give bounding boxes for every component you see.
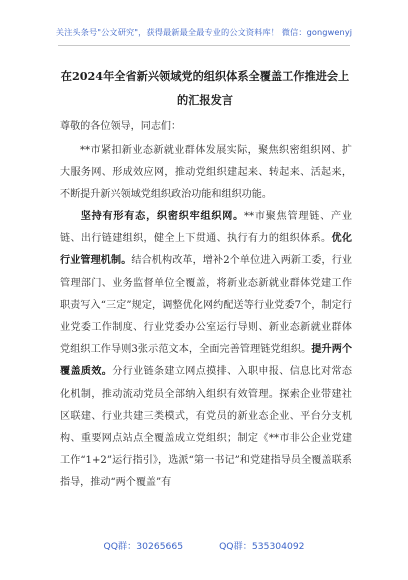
header-divider: [58, 45, 350, 46]
greeting: [60, 116, 352, 138]
paragraph-intro: [60, 140, 352, 207]
document-title-line-2: 的汇报发言: [177, 93, 233, 107]
document-title-line-1: 在2024年全省新兴领域党的组织体系全覆盖工作推进会上: [60, 69, 350, 83]
header-note: 关注头条号"公文研究"，获得最新最全最专业的公文资料库！ 微信：gongwenyj: [55, 27, 353, 37]
subsection-text: 分行业链条建立网点摸排、入职申报、信息比对常态化机制，推动流动党员全部纳入组织有效管理。探索企业带建社区联建、行业共建三类模式，有党员的新业态企业、平台分支机构、重要网点站点全覆盖成立党组织；制定《**市非公企业党建工作“1+2”运行指引》，选派“第一书记”和党建指导员全覆盖联系指导，推动“两个覆盖”有: [60, 366, 353, 489]
footer-contact: [0, 538, 408, 552]
paragraph-section-1: [60, 206, 352, 495]
paragraph-intro-text: **市紧扣新业态新就业群体发展实际，聚焦织密组织网、扩大服务网、形成效应网，推动党组织建起来、转起来、活起来，不断提升新兴领域党组织政治功能和组织功能。: [60, 145, 352, 201]
subsection-heading: 提升两个覆盖质效。: [60, 344, 353, 378]
greeting-text: 尊敬的各位领导，同志们：: [60, 121, 182, 132]
section-heading: 坚持有形有态，织密织牢组织网。: [80, 211, 244, 222]
qq-group-2: QQ群：535304092: [219, 541, 305, 552]
subsection-heading: 优化行业管理机制。: [60, 233, 353, 267]
subsection-text: 结合机构改革，增补2个单位进入两新工委，行业管理部门、业务监督单位全覆盖，将新业态新就业群体党建工作职责写入“三定”规定，调整优化网约配送等行业党委7个，制定行业党委工作制度、行业党委办公室运行导则、新业态新就业群体党组织工作导则3张示范文本，全面完善管理链党组织。: [60, 255, 353, 356]
qq-group-1: QQ群：30265665: [103, 541, 184, 552]
section-text: **市聚焦管理链、产业链、出行链建组织，健全上下贯通、执行有力的组织体系。: [60, 211, 353, 245]
